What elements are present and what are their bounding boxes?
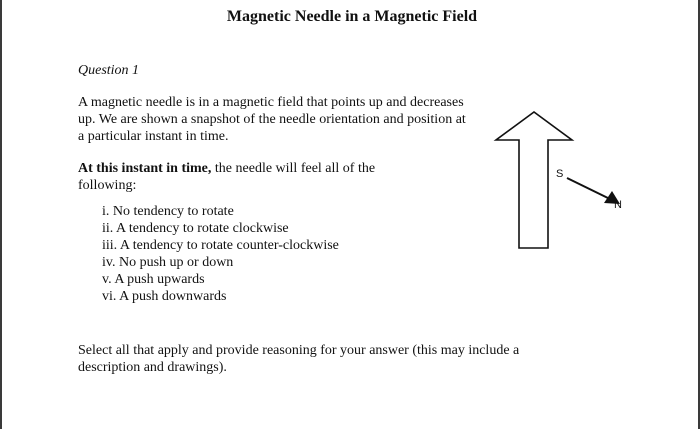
question-prompt bbox=[78, 160, 423, 194]
needle-north-label: N bbox=[614, 199, 622, 211]
prompt-emphasis: At this instant in time, bbox=[78, 161, 212, 176]
option-v: v. A push upwards bbox=[102, 272, 205, 287]
question-label: Question 1 bbox=[78, 63, 140, 78]
option-iv: iv. No push up or down bbox=[102, 255, 234, 270]
question-intro: A magnetic needle is in a magnetic field that points up and decreases up. We are shown a snapshot of the needle orientation and position at a particular instant in time. bbox=[78, 95, 466, 144]
option-i: i. No tendency to rotate bbox=[102, 204, 234, 219]
answer-options bbox=[102, 203, 339, 305]
option-ii: ii. A tendency to rotate clockwise bbox=[102, 221, 289, 236]
option-iii: iii. A tendency to rotate counter-clockwise bbox=[102, 238, 339, 253]
field-arrow-icon bbox=[496, 112, 572, 248]
option-vi: vi. A push downwards bbox=[102, 289, 227, 304]
needle-south-label: S bbox=[556, 168, 564, 180]
prompt-text: the needle will feel all of the following: bbox=[78, 161, 376, 193]
magnetic-field-diagram bbox=[482, 100, 652, 255]
answer-instructions: Select all that apply and provide reasoning for your answer (this may include a description and drawings). bbox=[78, 343, 520, 375]
needle-body bbox=[567, 178, 612, 200]
document-title: Magnetic Needle in a Magnetic Field bbox=[226, 8, 478, 25]
